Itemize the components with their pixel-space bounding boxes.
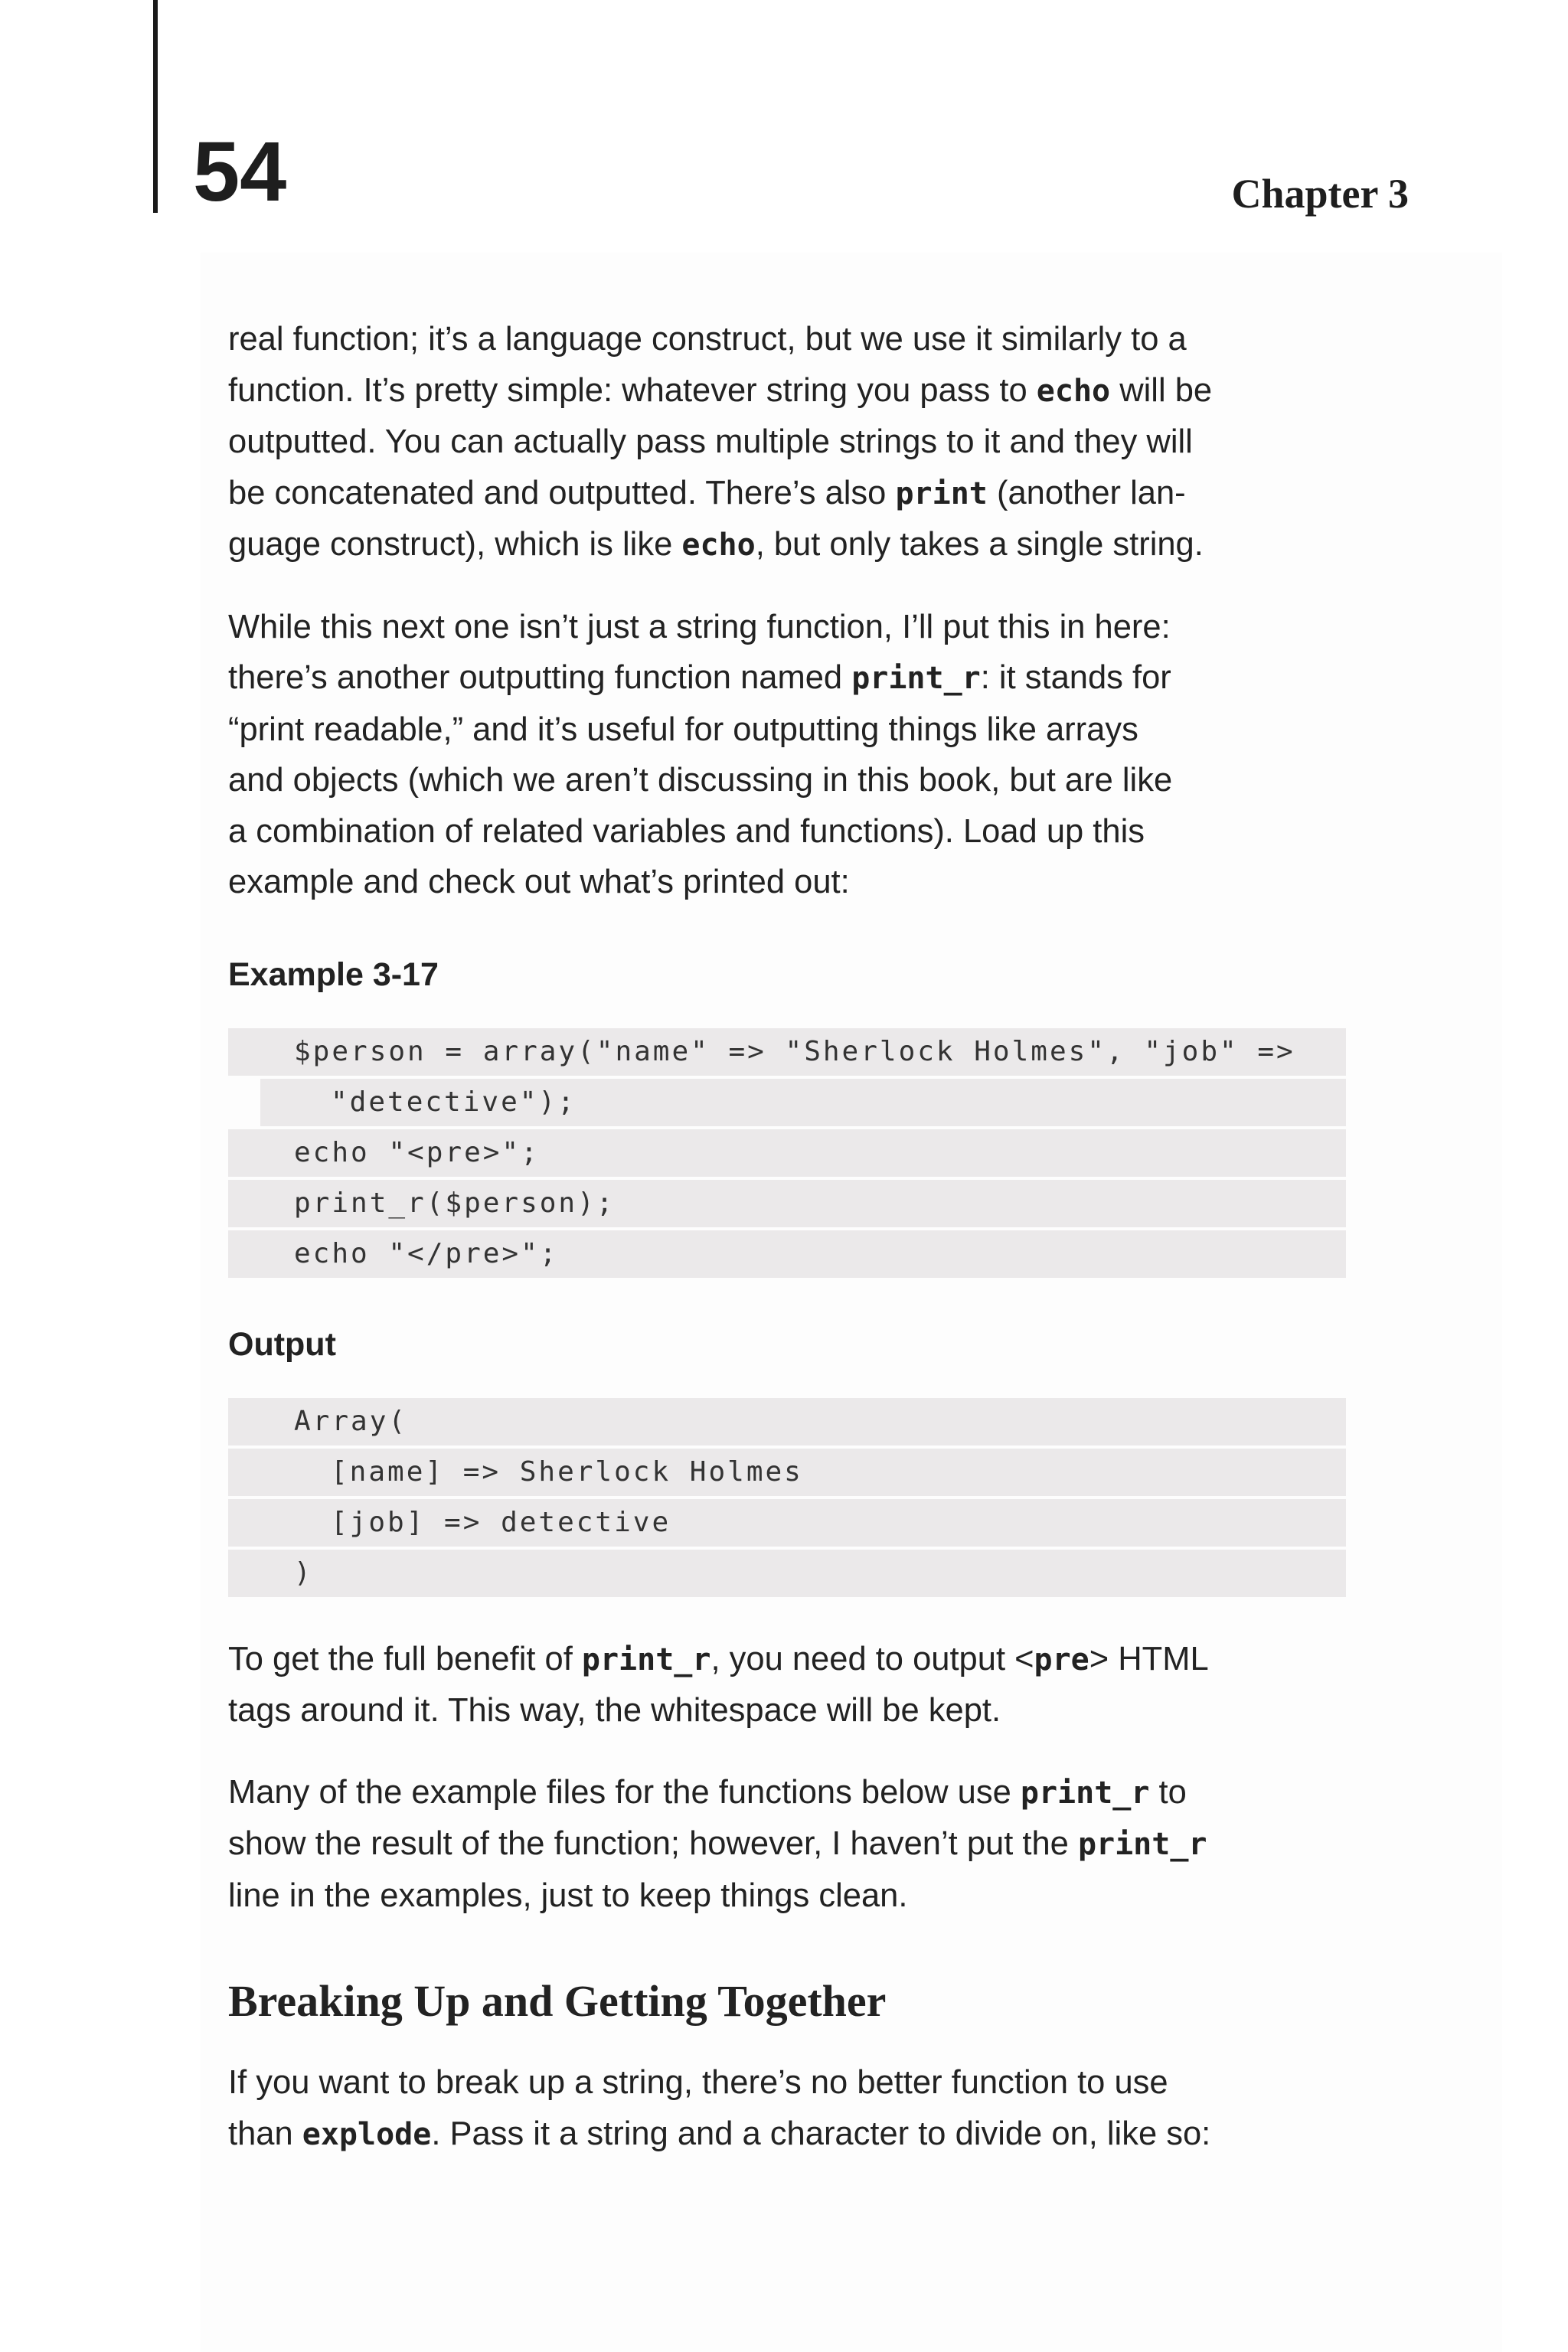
code-line: $person = array("name" => "Sherlock Holmes", "job" =>	[228, 1028, 1346, 1076]
text-line: guage construct), which is like echo, but only takes a single string.	[228, 526, 1204, 563]
inline-code: print	[895, 475, 988, 511]
text-line: While this next one isn’t just a string function, I’ll put this in here:	[228, 608, 1171, 645]
inline-code: pre	[1034, 1642, 1089, 1677]
text-line: be concatenated and outputted. There’s also print (another lan-	[228, 474, 1186, 511]
code-line: "detective");	[260, 1079, 1346, 1126]
header-rule	[153, 0, 158, 213]
text-line: a combination of related variables and functions). Load up this	[228, 812, 1145, 850]
section-heading: Breaking Up and Getting Together	[228, 1976, 887, 2026]
text-line: show the result of the function; however, I haven’t put the print_r	[228, 1825, 1207, 1862]
text-line: function. It’s pretty simple: whatever string you pass to echo will be	[228, 371, 1213, 409]
paragraph-echo-print	[228, 314, 1346, 571]
inline-code: print_r	[1020, 1775, 1150, 1811]
page-content	[228, 314, 1346, 2190]
code-line: [job] => detective	[228, 1499, 1346, 1547]
code-line: Array(	[228, 1398, 1346, 1446]
paragraph-examples-note	[228, 1767, 1346, 1922]
text-line: If you want to break up a string, there’s no better function to use	[228, 2064, 1168, 2101]
page-number: 54	[193, 125, 287, 219]
paragraph-pre-tags	[228, 1634, 1346, 1736]
text-line: and objects (which we aren’t discussing in this book, but are like	[228, 762, 1173, 799]
text-line: than explode. Pass it a string and a character to divide on, like so:	[228, 2115, 1211, 2152]
text-line: example and check out what’s printed out:	[228, 864, 850, 900]
code-line: print_r($person);	[228, 1180, 1346, 1227]
example-code-block	[228, 1028, 1346, 1278]
inline-code: explode	[302, 2116, 432, 2152]
text-line: To get the full benefit of print_r, you need to output <pre> HTML	[228, 1640, 1209, 1677]
code-line: [name] => Sherlock Holmes	[228, 1449, 1346, 1496]
inline-code: print_r	[851, 661, 981, 696]
text-line: “print readable,” and it’s useful for outputting things like arrays	[228, 710, 1138, 748]
output-code-block	[228, 1398, 1346, 1597]
code-line: echo "<pre>";	[228, 1129, 1346, 1177]
text-line: real function; it’s a language construct, but we use it similarly to a	[228, 321, 1187, 358]
chapter-label: Chapter 3	[1231, 171, 1409, 217]
inline-code: print_r	[1077, 1827, 1207, 1862]
text-line: Many of the example files for the functions below use print_r to	[228, 1773, 1187, 1811]
inline-code: echo	[1036, 373, 1111, 409]
text-line: tags around it. This way, the whitespace will be kept.	[228, 1692, 1001, 1729]
text-line: outputted. You can actually pass multiple strings to it and they will	[228, 423, 1193, 460]
paragraph-print-r	[228, 602, 1346, 908]
code-line: )	[228, 1550, 1346, 1597]
inline-code: echo	[681, 528, 756, 563]
example-heading: Example 3-17	[228, 956, 439, 993]
paragraph-explode	[228, 2057, 1346, 2160]
inline-code: print_r	[581, 1642, 711, 1677]
text-line: line in the examples, just to keep things clean.	[228, 1877, 908, 1914]
output-heading: Output	[228, 1325, 336, 1363]
text-line: there’s another outputting function named print_r: it stands for	[228, 659, 1171, 696]
code-line: echo "</pre>";	[228, 1230, 1346, 1278]
